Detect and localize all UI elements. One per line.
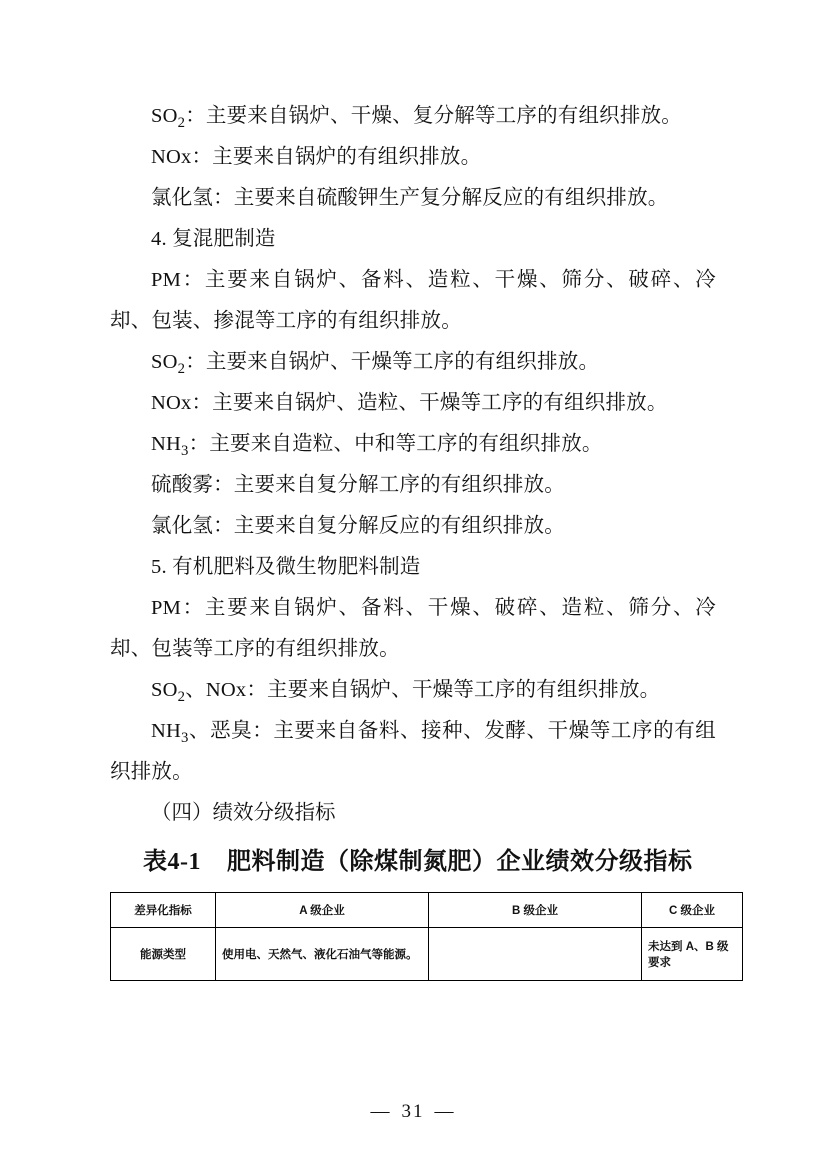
section-heading-performance-grading: （四）绩效分级指标 — [151, 802, 336, 824]
chem-label-nox: NOx — [151, 146, 192, 168]
table-body — [111, 928, 743, 981]
table-cell-grade-b — [429, 928, 642, 981]
footer-dash-left: — — [370, 1101, 392, 1122]
paragraph-text: ：主要来自造粒、中和等工序的有组织排放。 — [188, 433, 603, 455]
page-footer — [0, 1101, 826, 1123]
table-header-cell-grade-b: B 级企业 — [429, 893, 642, 928]
table-header-cell-grade-c: C 级企业 — [642, 893, 743, 928]
table-cell-indicator: 能源类型 — [111, 928, 216, 981]
paragraph-text: ：主要来自锅炉、造粒、干燥等工序的有组织排放。 — [191, 392, 668, 414]
table-caption — [110, 840, 716, 884]
chem-label-nox: NOx — [151, 392, 192, 414]
subscript-2: 2 — [177, 115, 186, 132]
subscript-3: 3 — [181, 443, 189, 460]
subscript-3: 3 — [181, 730, 189, 747]
paragraph-text: 4. 复混肥制造 — [151, 228, 276, 250]
paragraph-text: ：主要来自锅炉的有组织排放。 — [191, 146, 482, 168]
list-item-5-organic-fertilizer — [110, 547, 716, 588]
paragraph-text: 氯化氢：主要来自硫酸钾生产复分解反应的有组织排放。 — [151, 187, 669, 209]
table-header-row — [111, 893, 743, 928]
chem-label-pm: PM — [151, 597, 182, 619]
paragraph-hcl-potassium — [110, 178, 716, 219]
page-number: 31 — [401, 1101, 425, 1122]
paragraph-nox-compound — [110, 383, 716, 424]
table-caption-number: 4-1 — [167, 849, 201, 875]
footer-dash-right: — — [434, 1101, 456, 1122]
table-header-cell-indicator: 差异化指标 — [111, 893, 216, 928]
table-row — [111, 928, 743, 981]
paragraph-text: 硫酸雾：主要来自复分解工序的有组织排放。 — [151, 474, 565, 496]
table-caption-label: 表 — [143, 849, 168, 875]
subscript-2: 2 — [177, 361, 186, 378]
paragraph-text: ：主要来自锅炉、干燥、复分解等工序的有组织排放。 — [185, 105, 682, 127]
paragraph-text: ：主要来自锅炉、备料、造粒、干燥、筛分、破碎、冷却、包装、掺混等工序的有组织排放。 — [110, 269, 716, 332]
paragraph-so2-nox-organic — [110, 670, 716, 711]
chem-label-nh3: $NH_3$ — [151, 720, 189, 747]
chem-label-so2: $SO_2$ — [151, 351, 186, 378]
table-cell-grade-c: 未达到 A、B 级要求 — [642, 928, 743, 981]
table-header — [111, 893, 743, 928]
table-cell-grade-a: 使用电、天然气、液化石油气等能源。 — [216, 928, 429, 981]
paragraph-hcl-decomposition — [110, 506, 716, 547]
list-item-4-compound-fertilizer — [110, 219, 716, 260]
subscript-2: 2 — [177, 689, 186, 706]
paragraph-text: ：主要来自锅炉、干燥等工序的有组织排放。 — [185, 351, 600, 373]
chem-label-so2: $SO_2$ — [151, 679, 186, 706]
table-header-cell-grade-a: A 级企业 — [216, 893, 429, 928]
paragraph-pm-organic — [110, 588, 716, 670]
paragraph-nh3-compound — [110, 424, 716, 465]
paragraph-pm-compound — [110, 260, 716, 342]
paragraph-text: ：主要来自锅炉、备料、干燥、破碎、造粒、筛分、冷却、包装等工序的有组织排放。 — [110, 597, 716, 660]
performance-grading-table — [110, 892, 743, 981]
paragraph-nox-boiler — [110, 137, 716, 178]
paragraph-text: 、NOx：主要来自锅炉、干燥等工序的有组织排放。 — [185, 679, 661, 701]
paragraph-sulfuric-acid-mist — [110, 465, 716, 506]
chem-label-so2: $SO_2$ — [151, 105, 186, 132]
paragraph-so2-boiler — [110, 96, 716, 137]
table-caption-text: 肥料制造（除煤制氮肥）企业绩效分级指标 — [227, 849, 693, 875]
paragraph-text: 氯化氢：主要来自复分解反应的有组织排放。 — [151, 515, 565, 537]
chem-label-pm: PM — [151, 269, 182, 291]
paragraph-text: 、恶臭：主要来自备料、接种、发酵、干燥等工序的有组织排放。 — [110, 720, 716, 783]
chem-label-nh3: $NH_3$ — [151, 433, 189, 460]
paragraph-so2-compound — [110, 342, 716, 383]
paragraph-text: 5. 有机肥料及微生物肥料制造 — [151, 556, 421, 578]
paragraph-nh3-odor-organic — [110, 711, 716, 793]
